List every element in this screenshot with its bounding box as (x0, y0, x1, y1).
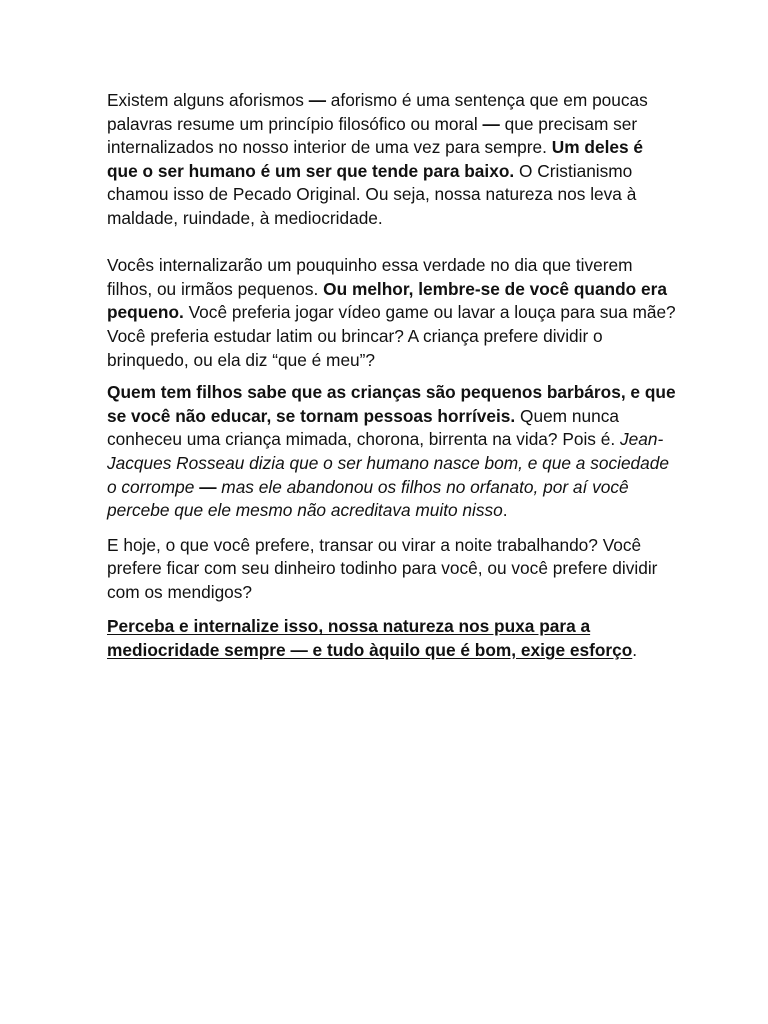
bold-statement: Quem tem filhos sabe que as crianças são pequenos barbáros, e que se você não educar, se tornam pessoas horríveis. (107, 382, 676, 426)
paragraph-hoje (107, 534, 677, 605)
paragraph-conclusao (107, 615, 677, 662)
paragraph-filhos (107, 254, 677, 372)
em-dash: — (199, 476, 217, 497)
text-run: Quem nunca conheceu uma criança mimada, chorona, birrenta na vida? Pois é. (107, 405, 620, 450)
text-run: E hoje, o que você prefere, transar ou virar a noite trabalhando? Você prefere ficar com seu dinheiro todinho para você, ou você prefere dividir com os mendigos? (107, 534, 658, 602)
paragraph-aforismos (107, 89, 677, 231)
text-run: aforismo é uma sentença que em poucas palavras resume um princípio filosófico ou moral (107, 90, 648, 134)
text-run: que precisam ser internalizados no nosso interior de uma vez para sempre. (107, 113, 638, 158)
underlined-conclusion: Perceba e internalize isso, nossa natureza nos puxa para a mediocridade sempre — e tudo àquilo que é bom, exige esforço (107, 616, 633, 661)
document-page (107, 89, 677, 663)
italic-quote: Jean-Jacques Rosseau dizia que o ser humano nasce bom, e que a sociedade o corrompe (107, 429, 670, 497)
text-run: . (632, 640, 638, 661)
em-dash: — (308, 90, 326, 110)
em-dash: — (482, 113, 500, 134)
text-run: O Cristianismo chamou isso de Pecado Original. Ou seja, nossa natureza nos leva à maldade, ruindade, à mediocridade. (107, 160, 637, 228)
text-run: Vocês internalizarão um pouquinho essa verdade no dia que tiverem filhos, ou irmãos pequenos. (107, 255, 633, 299)
bold-statement: Um deles é que o ser humano é um ser que tende para baixo. (107, 137, 643, 181)
bold-statement: Ou melhor, lembre-se de você quando era pequeno. (107, 278, 667, 323)
text-run: Você preferia jogar vídeo game ou lavar a louça para sua mãe? Você preferia estudar latim ou brincar? A criança prefere dividir o brinquedo, ou ela diz “que é meu”? (107, 302, 676, 370)
text-run: Existem alguns aforismos (107, 90, 309, 110)
italic-quote: mas ele abandonou os filhos no orfanato, por aí você percebe que ele mesmo não acreditava muito nisso (107, 476, 629, 521)
paragraph-criancas (107, 381, 677, 523)
text-run: . (502, 500, 508, 521)
